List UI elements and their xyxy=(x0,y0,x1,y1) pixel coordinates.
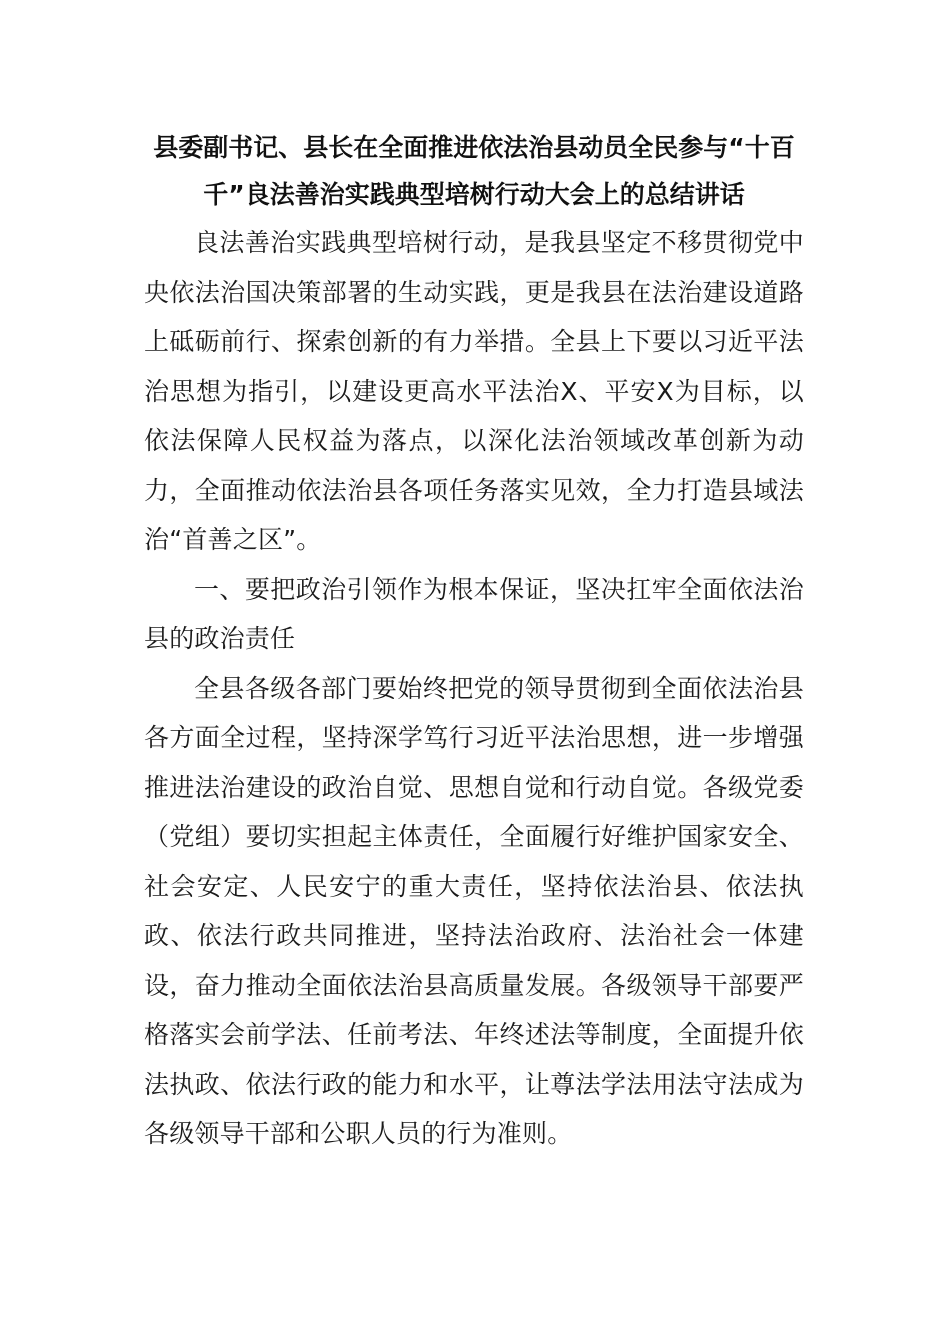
section-heading-1: 一、要把政治引领作为根本保证，坚决扛牢全面依法治县的政治责任 xyxy=(144,574,804,653)
paragraph-intro: 良法善治实践典型培树行动，是我县坚定不移贯彻党中央依法治国决策部署的生动实践，更是我县在法治建设道路上砥砺前行、探索创新的有力举措。全县上下要以习近平法治思想为指引，以建设更高水平法治X、平安X为目标，以依法保障人民权益为落点，以深化法治领域改革创新为动力，全面推动依法治县各项任务落实见效，全力打造县域法治“首善之区”。 xyxy=(144,228,804,554)
document-title-line-1: 县委副书记、县长在全面推进依法治县动员全民参与“十百 xyxy=(153,133,795,162)
document-title-line-2: 千”良法善治实践典型培树行动大会上的总结讲话 xyxy=(203,180,745,209)
paragraph-section-1: 全县各级各部门要始终把党的领导贯彻到全面依法治县各方面全过程，坚持深学笃行习近平法治思想，进一步增强推进法治建设的政治自觉、思想自觉和行动自觉。各级党委（党组）要切实担起主体责任，全面履行好维护国家安全、社会安定、人民安宁的重大责任，坚持依法治县、依法执政、依法行政共同推进，坚持法治政府、法治社会一体建设，奋力推动全面依法治县高质量发展。各级领导干部要严格落实会前学法、任前考法、年终述法等制度，全面提升依法执政、依法行政的能力和水平，让尊法学法用法守法成为各级领导干部和公职人员的行为准则。 xyxy=(144,673,804,1148)
document-body xyxy=(144,124,804,1159)
document-title xyxy=(144,124,804,218)
